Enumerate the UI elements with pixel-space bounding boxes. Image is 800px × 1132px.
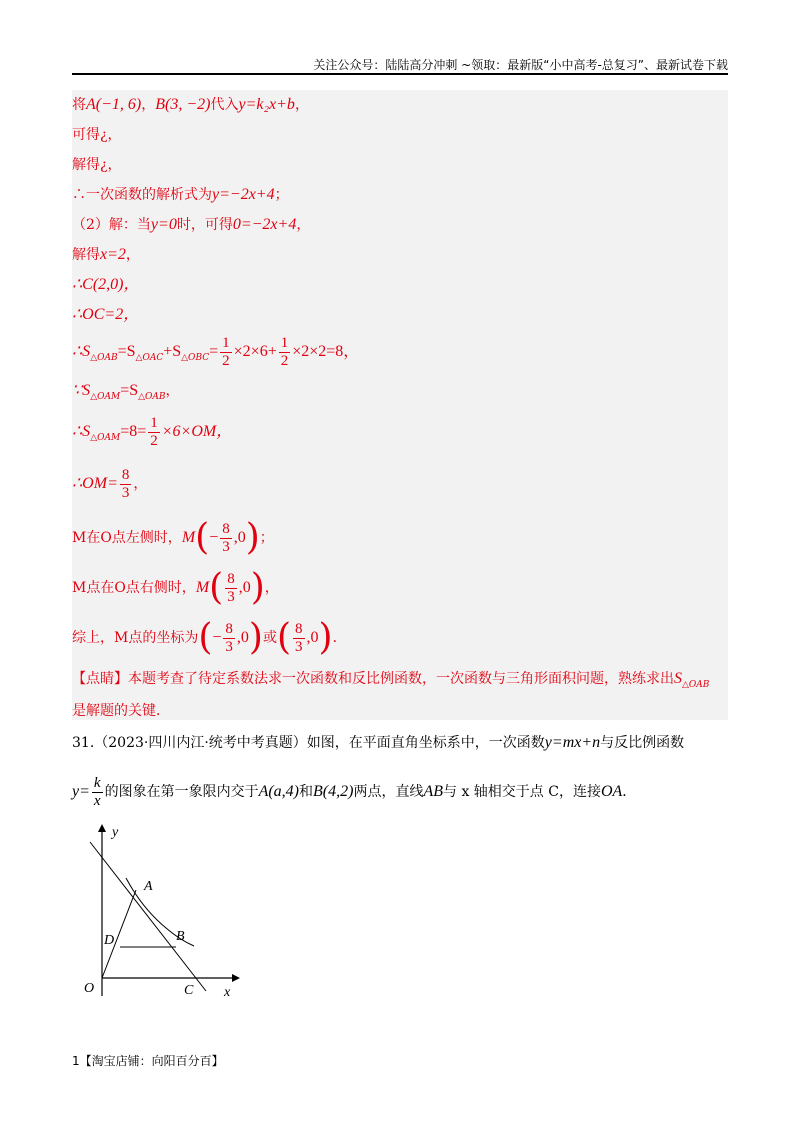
- solution-line-10: [72, 380, 180, 408]
- text: y=: [72, 783, 90, 800]
- equation: y=0: [150, 216, 177, 233]
- text: 两点，直线: [353, 784, 424, 800]
- line-ab: [90, 842, 206, 991]
- solution-line-2: 可得¿，: [72, 127, 122, 143]
- equation: y=−2x+4: [212, 186, 275, 203]
- comment-line-1: [72, 668, 709, 696]
- numerator: 8: [121, 466, 130, 483]
- y-axis-arrow: [98, 824, 106, 832]
- text: ,0: [238, 579, 251, 596]
- solution-line-14: [72, 566, 279, 610]
- fraction: [92, 775, 103, 810]
- numerator: 1: [222, 334, 230, 351]
- text: ；: [259, 530, 274, 546]
- point-a: A(a,4): [258, 783, 300, 800]
- text: ×2×6+: [233, 343, 277, 360]
- text: −: [209, 529, 219, 546]
- text: ，: [133, 476, 148, 492]
- header-divider: [72, 73, 728, 75]
- comment-tag: 【点睛】: [72, 671, 128, 687]
- text: ,0: [236, 629, 249, 646]
- comment-line-2: 是解题的关键．: [72, 703, 170, 719]
- text: OA: [600, 783, 623, 800]
- text: ,0: [306, 629, 319, 646]
- solution-line-15: [72, 616, 347, 660]
- label-d: D: [104, 933, 115, 948]
- text: ，: [296, 217, 311, 233]
- denominator: 3: [222, 538, 230, 555]
- denominator: 2: [280, 352, 289, 369]
- text: ×6×OM，: [161, 423, 233, 440]
- paren: ): [318, 617, 333, 658]
- numerator: 8: [295, 620, 303, 637]
- paren: (: [195, 517, 210, 558]
- solution-line-4: [72, 184, 289, 206]
- fraction: [279, 335, 291, 370]
- text: =S: [120, 382, 139, 399]
- solution-line-6: [72, 244, 140, 266]
- fraction: [148, 415, 160, 450]
- coordinate-figure: [72, 818, 252, 1008]
- text: M点在O点右侧时，: [72, 580, 196, 596]
- paren: ): [250, 567, 265, 608]
- numerator: 8: [222, 520, 230, 537]
- fraction: [120, 467, 132, 502]
- text: 与反比例函数: [600, 735, 685, 751]
- text: （2023·四川内江·统考中考真题）如图，在平面直角坐标系中，一次函数: [94, 735, 545, 751]
- equation: y=mx+n: [544, 734, 601, 751]
- text: 代入: [210, 97, 239, 113]
- point-b: B(4,2): [313, 783, 354, 800]
- text: ∵S: [72, 382, 91, 399]
- question-line-2: [72, 772, 636, 812]
- text: ．: [332, 630, 347, 646]
- numerator: 1: [280, 334, 289, 351]
- text: =: [209, 343, 219, 360]
- text: AB: [423, 783, 443, 800]
- label-o: O: [84, 981, 95, 996]
- text: ，: [125, 247, 140, 263]
- denominator: x: [93, 792, 101, 809]
- subscript: △OAB: [90, 353, 118, 363]
- text: 和: [299, 784, 314, 800]
- label-x: x: [224, 985, 231, 1000]
- subscript: △OAM: [90, 392, 121, 402]
- text: ，: [264, 580, 279, 596]
- question-line-1: [72, 730, 684, 756]
- solution-line-5: [72, 214, 310, 236]
- text: ∴S: [72, 423, 91, 440]
- numerator: k: [93, 774, 101, 791]
- text: ∴OM=: [72, 475, 118, 492]
- text: 的图象在第一象限内交于: [104, 784, 259, 800]
- solution-line-9: [72, 334, 359, 376]
- denominator: 2: [150, 432, 158, 449]
- fraction: [293, 621, 305, 656]
- solution-line-7: ∴C(2,0)，: [72, 276, 140, 293]
- text: =8=: [120, 423, 147, 440]
- page-footer: 1【淘宝店铺：向阳百分百】: [72, 1054, 224, 1068]
- solution-line-8: ∴OC=2，: [72, 306, 140, 323]
- text: 综上，M点的坐标为: [72, 630, 199, 646]
- text: ∴一次函数的解析式为: [72, 187, 212, 203]
- paren: (: [276, 617, 292, 658]
- text: M: [181, 529, 196, 546]
- fraction: [223, 621, 235, 656]
- text: 将: [72, 97, 86, 113]
- denominator: 3: [227, 588, 235, 605]
- fraction: [220, 521, 232, 556]
- fraction: [220, 335, 232, 370]
- text: =S: [117, 343, 136, 360]
- text: M在O点左侧时，: [72, 530, 182, 546]
- text: ．: [622, 784, 637, 800]
- label-a: A: [144, 879, 153, 894]
- text: ，: [141, 97, 156, 113]
- text: ；: [274, 187, 289, 203]
- text: S: [674, 670, 682, 687]
- text: （2）解：当: [72, 217, 151, 233]
- solution-line-12: [72, 466, 147, 502]
- numerator: 8: [225, 620, 233, 637]
- text: ∴S: [72, 343, 91, 360]
- label-c: C: [184, 983, 194, 998]
- denominator: 2: [222, 352, 230, 369]
- subscript: △OBC: [181, 353, 210, 363]
- denominator: 3: [295, 638, 303, 655]
- equation: x=2: [100, 246, 126, 263]
- text: −: [212, 629, 222, 646]
- subscript: △OAC: [135, 353, 164, 363]
- text: ×2×2=8，: [292, 343, 360, 360]
- label-y: y: [112, 825, 119, 840]
- solution-line-11: [72, 414, 232, 456]
- paren: (: [209, 567, 224, 608]
- subscript: △OAM: [90, 433, 121, 443]
- point-a: A(−1, 6): [86, 96, 142, 113]
- text: ，: [294, 97, 309, 113]
- solution-line-13: [72, 516, 274, 560]
- text: 解得: [72, 247, 100, 263]
- paren: (: [198, 617, 213, 658]
- paren: ): [248, 617, 263, 658]
- comment-text: 本题考查了待定系数法求一次函数和反比例函数，一次函数与三角形面积问题，熟练求出: [128, 671, 674, 687]
- text: 与 x 轴相交于点 C，连接: [443, 784, 601, 800]
- text: M: [195, 579, 210, 596]
- text: 或: [262, 630, 277, 646]
- point-b: B(3, −2): [155, 96, 211, 113]
- text: 时，可得: [176, 217, 233, 233]
- label-b: B: [176, 929, 185, 944]
- numerator: 1: [150, 414, 158, 431]
- fraction: [225, 571, 237, 606]
- equation: y=k₂x+b: [238, 96, 295, 113]
- subscript: △OAB: [138, 392, 166, 402]
- solution-line-3: 解得¿，: [72, 157, 122, 173]
- numerator: 8: [227, 570, 235, 587]
- text: +S: [163, 343, 182, 360]
- text: ，: [165, 383, 180, 399]
- paren: ): [245, 517, 260, 558]
- subscript: △OAB: [682, 680, 710, 690]
- x-axis-arrow: [232, 974, 240, 982]
- solution-line-1: [72, 94, 309, 116]
- question-number: 31.: [72, 735, 95, 751]
- denominator: 3: [121, 484, 130, 501]
- denominator: 3: [225, 638, 233, 655]
- page-header: 关注公众号：陆陆高分冲刺 ~领取：最新版“小中高考-总复习”、最新试卷下载: [313, 58, 728, 72]
- equation: 0=−2x+4: [232, 216, 297, 233]
- text: ,0: [233, 529, 246, 546]
